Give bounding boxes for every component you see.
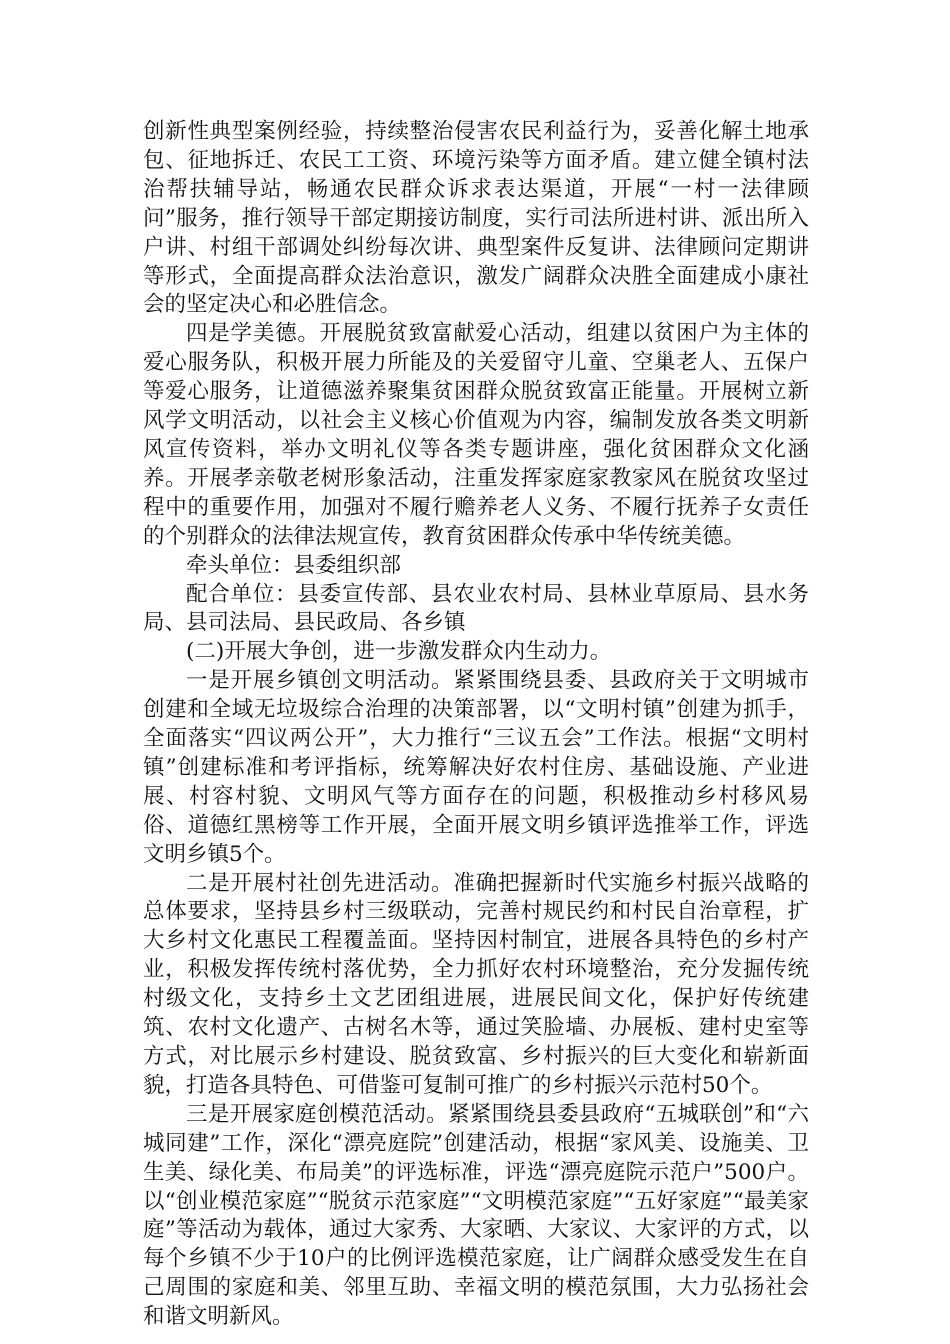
paragraph-cooperating-units: 配合单位：县委宣传部、县农业农村局、县林业草原局、县水务局、县司法局、县民政局、各乡镇 — [143, 581, 809, 636]
paragraph-lead-unit: 牵头单位：县委组织部 — [186, 552, 402, 578]
paragraph-legal-services: 创新性典型案例经验，持续整治侵害农民利益行为，妥善化解土地承包、征地拆迁、农民工工资、环境污染等方面矛盾。建立健全镇村法治帮扶辅导站，畅通农民群众诉求表达渠道，开展“一村一法律顾问”服务，推行领导干部定期接访制度，实行司法所进村讲、派出所入户讲、村组干部调处纠纷每次讲、典型案件反复讲、法律顾问定期讲等形式，全面提高群众法治意识，激发广阔群众决胜全面建成小康社会的坚定决心和必胜信念。 — [143, 119, 809, 318]
document-page — [143, 118, 809, 1332]
paragraph-learn-virtue: 四是学美德。开展脱贫致富献爱心活动，组建以贫困户为主体的爱心服务队，积极开展力所能及的关爱留守儿童、空巢老人、五保户等爱心服务，让道德滋养聚集贫困群众脱贫致富正能量。开展树立新风学文明活动，以社会主义核心价值观为内容，编制发放各类文明新风宣传资料，举办文明礼仪等各类专题讲座，强化贫困群众文化涵养。开展孝亲敬老树形象活动，注重发挥家庭家教家风在脱贫攻坚过程中的重要作用，加强对不履行赡养老人义务、不履行抚养子女责任的个别群众的法律法规宣传，教育贫困群众传承中华传统美德。 — [143, 321, 809, 549]
paragraph-town-civilization: 一是开展乡镇创文明活动。紧紧围绕县委、县政府关于文明城市创建和全域无垃圾综合治理的决策部署，以“文明村镇”创建为抓手，全面落实“四议两公开”，大力推行“三议五会”工作法。根据“文明村镇”创建标准和考评指标，统筹解决好农村住房、基础设施、产业进展、村容村貌、文明风气等方面存在的问题，积极推动乡村移风易俗、道德红黑榜等工作开展，全面开展文明乡镇评选推举工作，评选文明乡镇5个。 — [143, 668, 809, 867]
paragraph-family-model: 三是开展家庭创模范活动。紧紧围绕县委县政府“五城联创”和“六城同建”工作，深化“漂亮庭院”创建活动，根据“家风美、设施美、卫生美、绿化美、布局美”的评选标准，评选“漂亮庭院示范户”500户。以“创业模范家庭”“脱贫示范家庭”“文明模范家庭”“五好家庭”“最美家庭”等活动为载体，通过大家秀、大家晒、大家议、大家评的方式，以每个乡镇不少于10户的比例评选模范家庭，让广阔群众感受发生在自己周围的家庭和美、邻里互助、幸福文明的模范氛围，大力弘扬社会和谐文明新风。 — [143, 1101, 809, 1330]
section-heading-competition: (二)开展大争创，进一步激发群众内生动力。 — [186, 639, 612, 665]
paragraph-village-advanced: 二是开展村社创先进活动。准确把握新时代实施乡村振兴战略的总体要求，坚持县乡村三级联动，完善村规民约和村民自治章程，扩大乡村文化惠民工程覆盖面。坚持因村制宜，进展各具特色的乡村产业，积极发挥传统村落优势，全力抓好农村环境整治，充分发掘传统村级文化，支持乡土文艺团组进展，进展民间文化，保护好传统建筑、农村文化遗产、古树名木等，通过笑脸墙、办展板、建村史室等方式，对比展示乡村建设、脱贫致富、乡村振兴的巨大变化和崭新面貌，打造各具特色、可借鉴可复制可推广的乡村振兴示范村50个。 — [143, 870, 809, 1098]
